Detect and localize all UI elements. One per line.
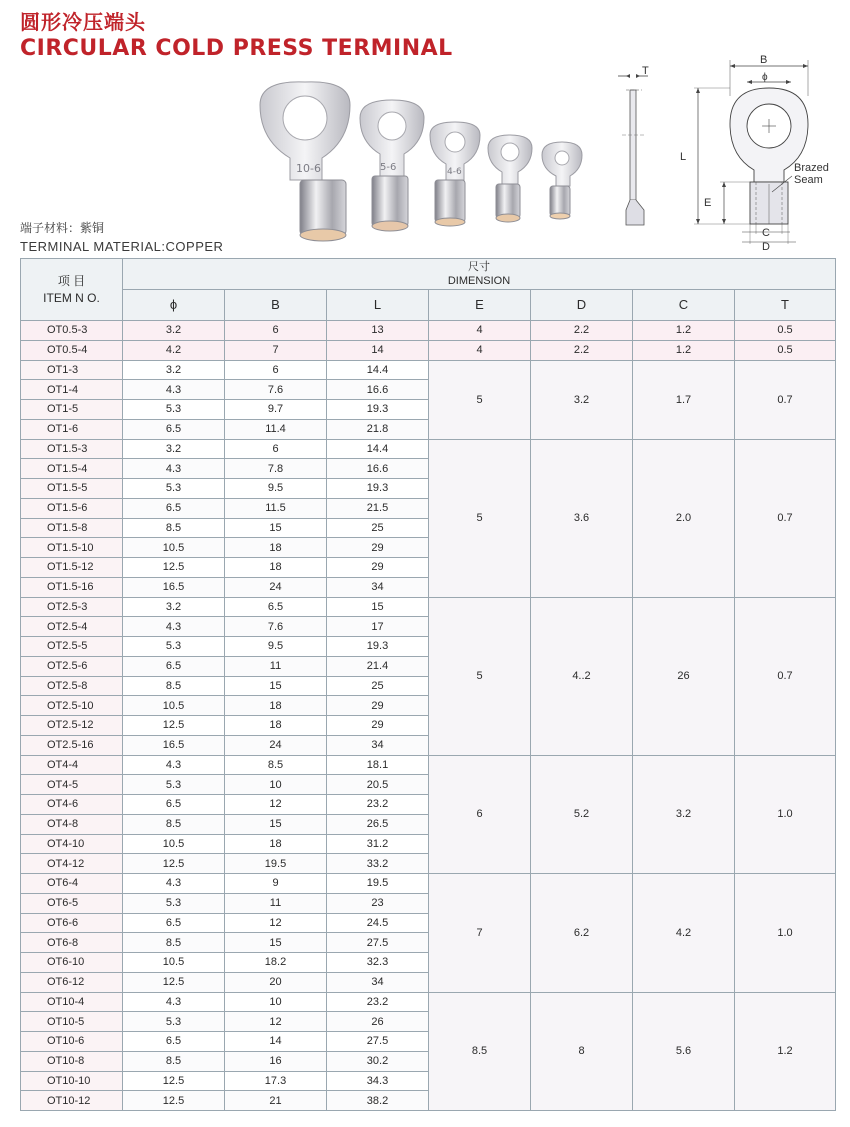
front-view-drawing bbox=[680, 52, 850, 253]
cell-model: OT2.5-16 bbox=[21, 735, 123, 755]
cell-E: 5 bbox=[429, 439, 531, 597]
cell-model: OT1.5-8 bbox=[21, 518, 123, 538]
cell-T: 1.0 bbox=[735, 755, 836, 874]
cell-model: OT2.5-3 bbox=[21, 597, 123, 617]
cell-model: OT2.5-6 bbox=[21, 656, 123, 676]
cell-L: 29 bbox=[327, 558, 429, 578]
cell-model: OT1-4 bbox=[21, 380, 123, 400]
cell-B: 24 bbox=[225, 577, 327, 597]
cell-model: OT10-5 bbox=[21, 1012, 123, 1032]
cell-L: 34 bbox=[327, 972, 429, 992]
cell-C: 1.7 bbox=[633, 360, 735, 439]
cell-B: 17.3 bbox=[225, 1071, 327, 1091]
cell-L: 13 bbox=[327, 321, 429, 341]
cell-L: 16.6 bbox=[327, 380, 429, 400]
cell-phi: 8.5 bbox=[123, 933, 225, 953]
table-row bbox=[21, 340, 836, 360]
cell-model: OT6-10 bbox=[21, 953, 123, 973]
table-row bbox=[21, 597, 836, 617]
cell-model: OT6-12 bbox=[21, 972, 123, 992]
item-no-header bbox=[21, 259, 123, 321]
cell-E: 6 bbox=[429, 755, 531, 874]
cell-phi: 16.5 bbox=[123, 735, 225, 755]
cell-C: 4.2 bbox=[633, 874, 735, 993]
item-no-header-cn: 项 目 bbox=[57, 273, 86, 288]
cell-B: 7.6 bbox=[225, 380, 327, 400]
cell-model: OT1.5-4 bbox=[21, 459, 123, 479]
cell-model: OT10-6 bbox=[21, 1032, 123, 1052]
col-header-C: C bbox=[633, 290, 735, 321]
cell-E: 4 bbox=[429, 321, 531, 341]
cell-model: OT1.5-12 bbox=[21, 558, 123, 578]
cell-model: OT4-5 bbox=[21, 775, 123, 795]
cell-L: 30.2 bbox=[327, 1051, 429, 1071]
spec-table-body bbox=[21, 321, 836, 1111]
cell-phi: 6.5 bbox=[123, 913, 225, 933]
cell-phi: 6.5 bbox=[123, 498, 225, 518]
cell-L: 34 bbox=[327, 577, 429, 597]
side-view-drawing bbox=[612, 60, 672, 250]
cell-B: 18 bbox=[225, 834, 327, 854]
cell-L: 29 bbox=[327, 716, 429, 736]
label-B: B bbox=[760, 54, 768, 66]
cell-model: OT4-4 bbox=[21, 755, 123, 775]
cell-phi: 8.5 bbox=[123, 1051, 225, 1071]
cell-phi: 10.5 bbox=[123, 696, 225, 716]
cell-B: 18.2 bbox=[225, 953, 327, 973]
cell-phi: 8.5 bbox=[123, 676, 225, 696]
cell-T: 1.2 bbox=[735, 992, 836, 1111]
cell-model: OT6-6 bbox=[21, 913, 123, 933]
terminal-5 bbox=[542, 142, 582, 219]
cell-L: 29 bbox=[327, 696, 429, 716]
cell-L: 19.3 bbox=[327, 637, 429, 657]
cell-B: 15 bbox=[225, 933, 327, 953]
cell-model: OT10-4 bbox=[21, 992, 123, 1012]
cell-L: 23 bbox=[327, 893, 429, 913]
cell-D: 3.6 bbox=[531, 439, 633, 597]
cell-L: 20.5 bbox=[327, 775, 429, 795]
photo-label-2: 5-6 bbox=[380, 162, 397, 173]
terminal-1 bbox=[260, 82, 350, 241]
cell-B: 18 bbox=[225, 716, 327, 736]
cell-B: 9.7 bbox=[225, 400, 327, 420]
cell-L: 25 bbox=[327, 518, 429, 538]
cell-model: OT0.5-4 bbox=[21, 340, 123, 360]
cell-phi: 3.2 bbox=[123, 360, 225, 380]
cell-D: 6.2 bbox=[531, 874, 633, 993]
cell-T: 0.5 bbox=[735, 340, 836, 360]
cell-phi: 8.5 bbox=[123, 518, 225, 538]
cell-C: 26 bbox=[633, 597, 735, 755]
cell-phi: 4.3 bbox=[123, 874, 225, 894]
cell-L: 15 bbox=[327, 597, 429, 617]
cell-phi: 12.5 bbox=[123, 558, 225, 578]
cell-B: 6 bbox=[225, 360, 327, 380]
cell-B: 7.6 bbox=[225, 617, 327, 637]
cell-model: OT4-10 bbox=[21, 834, 123, 854]
cell-model: OT2.5-12 bbox=[21, 716, 123, 736]
cell-B: 9.5 bbox=[225, 637, 327, 657]
cell-phi: 4.2 bbox=[123, 340, 225, 360]
cell-phi: 5.3 bbox=[123, 1012, 225, 1032]
label-T: T bbox=[642, 65, 649, 77]
cell-C: 3.2 bbox=[633, 755, 735, 874]
cell-model: OT10-10 bbox=[21, 1071, 123, 1091]
cell-model: OT4-12 bbox=[21, 854, 123, 874]
cell-D: 4..2 bbox=[531, 597, 633, 755]
col-header-E: E bbox=[429, 290, 531, 321]
cell-C: 1.2 bbox=[633, 340, 735, 360]
cell-C: 2.0 bbox=[633, 439, 735, 597]
item-no-header-en: ITEM N O. bbox=[43, 290, 100, 305]
cell-B: 16 bbox=[225, 1051, 327, 1071]
cell-D: 8 bbox=[531, 992, 633, 1111]
cell-phi: 5.3 bbox=[123, 893, 225, 913]
col-header-D: D bbox=[531, 290, 633, 321]
cell-B: 20 bbox=[225, 972, 327, 992]
cell-phi: 12.5 bbox=[123, 1071, 225, 1091]
cell-B: 11 bbox=[225, 893, 327, 913]
cell-L: 24.5 bbox=[327, 913, 429, 933]
cell-phi: 5.3 bbox=[123, 637, 225, 657]
cell-L: 27.5 bbox=[327, 933, 429, 953]
cell-phi: 3.2 bbox=[123, 321, 225, 341]
cell-T: 0.7 bbox=[735, 360, 836, 439]
cell-model: OT0.5-3 bbox=[21, 321, 123, 341]
cell-B: 10 bbox=[225, 992, 327, 1012]
cell-B: 11.5 bbox=[225, 498, 327, 518]
cell-model: OT1-5 bbox=[21, 400, 123, 420]
cell-model: OT10-12 bbox=[21, 1091, 123, 1111]
cell-phi: 12.5 bbox=[123, 972, 225, 992]
cell-phi: 4.3 bbox=[123, 459, 225, 479]
cell-E: 4 bbox=[429, 340, 531, 360]
cell-model: OT2.5-4 bbox=[21, 617, 123, 637]
cell-L: 27.5 bbox=[327, 1032, 429, 1052]
col-header-L: L bbox=[327, 290, 429, 321]
cell-B: 8.5 bbox=[225, 755, 327, 775]
cell-phi: 5.3 bbox=[123, 775, 225, 795]
cell-model: OT1.5-16 bbox=[21, 577, 123, 597]
cell-C: 1.2 bbox=[633, 321, 735, 341]
table-row bbox=[21, 439, 836, 459]
cell-C: 5.6 bbox=[633, 992, 735, 1111]
col-header-B: B bbox=[225, 290, 327, 321]
cell-B: 12 bbox=[225, 1012, 327, 1032]
material-cn: 端子材料：紫铜 bbox=[20, 221, 105, 235]
dimension-header bbox=[123, 259, 836, 290]
label-E: E bbox=[704, 197, 712, 209]
cell-B: 14 bbox=[225, 1032, 327, 1052]
cell-L: 23.2 bbox=[327, 992, 429, 1012]
cell-B: 24 bbox=[225, 735, 327, 755]
label-brazed-1: Brazed bbox=[794, 162, 829, 174]
cell-B: 6.5 bbox=[225, 597, 327, 617]
cell-phi: 10.5 bbox=[123, 538, 225, 558]
cell-B: 12 bbox=[225, 913, 327, 933]
cell-phi: 6.5 bbox=[123, 656, 225, 676]
cell-B: 19.5 bbox=[225, 854, 327, 874]
cell-model: OT2.5-8 bbox=[21, 676, 123, 696]
cell-phi: 5.3 bbox=[123, 479, 225, 499]
cell-L: 14.4 bbox=[327, 439, 429, 459]
cell-model: OT1-6 bbox=[21, 419, 123, 439]
cell-phi: 12.5 bbox=[123, 854, 225, 874]
cell-B: 10 bbox=[225, 775, 327, 795]
cell-phi: 4.3 bbox=[123, 992, 225, 1012]
cell-T: 0.7 bbox=[735, 439, 836, 597]
terminal-4 bbox=[488, 135, 532, 222]
cell-L: 29 bbox=[327, 538, 429, 558]
cell-B: 18 bbox=[225, 558, 327, 578]
cell-model: OT2.5-10 bbox=[21, 696, 123, 716]
cell-B: 9 bbox=[225, 874, 327, 894]
cell-T: 0.7 bbox=[735, 597, 836, 755]
cell-model: OT1-3 bbox=[21, 360, 123, 380]
cell-model: OT6-5 bbox=[21, 893, 123, 913]
label-phi: ϕ bbox=[762, 72, 768, 83]
cell-L: 26.5 bbox=[327, 814, 429, 834]
cell-E: 5 bbox=[429, 597, 531, 755]
cell-L: 21.8 bbox=[327, 419, 429, 439]
cell-B: 18 bbox=[225, 696, 327, 716]
col-header-T: T bbox=[735, 290, 836, 321]
cell-D: 2.2 bbox=[531, 340, 633, 360]
cell-model: OT1.5-3 bbox=[21, 439, 123, 459]
cell-phi: 3.2 bbox=[123, 439, 225, 459]
cell-B: 12 bbox=[225, 795, 327, 815]
cell-E: 8.5 bbox=[429, 992, 531, 1111]
cell-L: 38.2 bbox=[327, 1091, 429, 1111]
cell-D: 5.2 bbox=[531, 755, 633, 874]
cell-L: 18.1 bbox=[327, 755, 429, 775]
cell-phi: 12.5 bbox=[123, 716, 225, 736]
cell-L: 19.5 bbox=[327, 874, 429, 894]
cell-phi: 4.3 bbox=[123, 617, 225, 637]
cell-L: 16.6 bbox=[327, 459, 429, 479]
cell-T: 0.5 bbox=[735, 321, 836, 341]
cell-phi: 16.5 bbox=[123, 577, 225, 597]
cell-B: 7 bbox=[225, 340, 327, 360]
table-row bbox=[21, 874, 836, 894]
cell-phi: 10.5 bbox=[123, 953, 225, 973]
cell-B: 15 bbox=[225, 814, 327, 834]
cell-L: 19.3 bbox=[327, 479, 429, 499]
label-L: L bbox=[680, 151, 687, 163]
cell-B: 18 bbox=[225, 538, 327, 558]
cell-B: 21 bbox=[225, 1091, 327, 1111]
cell-phi: 12.5 bbox=[123, 1091, 225, 1111]
dimension-header-en: DIMENSION bbox=[447, 275, 511, 287]
cell-T: 1.0 bbox=[735, 874, 836, 993]
cell-model: OT10-8 bbox=[21, 1051, 123, 1071]
cell-B: 15 bbox=[225, 676, 327, 696]
table-row bbox=[21, 360, 836, 380]
cell-D: 2.2 bbox=[531, 321, 633, 341]
cell-model: OT1.5-5 bbox=[21, 479, 123, 499]
terminal-3 bbox=[430, 122, 480, 226]
cell-B: 6 bbox=[225, 321, 327, 341]
cell-model: OT1.5-10 bbox=[21, 538, 123, 558]
title-cn: 圆形冷压端头 bbox=[20, 10, 146, 34]
cell-L: 14.4 bbox=[327, 360, 429, 380]
cell-phi: 4.3 bbox=[123, 380, 225, 400]
cell-model: OT1.5-6 bbox=[21, 498, 123, 518]
cell-D: 3.2 bbox=[531, 360, 633, 439]
cell-B: 6 bbox=[225, 439, 327, 459]
cell-L: 23.2 bbox=[327, 795, 429, 815]
cell-model: OT6-4 bbox=[21, 874, 123, 894]
cell-phi: 4.3 bbox=[123, 755, 225, 775]
cell-L: 34.3 bbox=[327, 1071, 429, 1091]
cell-L: 26 bbox=[327, 1012, 429, 1032]
cell-model: OT4-6 bbox=[21, 795, 123, 815]
label-D: D bbox=[762, 241, 770, 253]
cell-model: OT6-8 bbox=[21, 933, 123, 953]
col-header-phi: ϕ bbox=[123, 290, 225, 321]
title-en: CIRCULAR COLD PRESS TERMINAL bbox=[20, 36, 453, 61]
cell-phi: 3.2 bbox=[123, 597, 225, 617]
cell-L: 14 bbox=[327, 340, 429, 360]
photo-label-3: 4-6 bbox=[447, 167, 462, 177]
cell-phi: 8.5 bbox=[123, 814, 225, 834]
cell-B: 15 bbox=[225, 518, 327, 538]
label-C: C bbox=[762, 227, 770, 239]
cell-L: 19.3 bbox=[327, 400, 429, 420]
cell-L: 17 bbox=[327, 617, 429, 637]
material-en: TERMINAL MATERIAL:COPPER bbox=[20, 239, 224, 254]
cell-B: 7.8 bbox=[225, 459, 327, 479]
photo-label-1: 10-6 bbox=[296, 162, 321, 175]
cell-E: 7 bbox=[429, 874, 531, 993]
cell-L: 34 bbox=[327, 735, 429, 755]
cell-L: 21.5 bbox=[327, 498, 429, 518]
cell-B: 11.4 bbox=[225, 419, 327, 439]
table-row bbox=[21, 755, 836, 775]
cell-L: 31.2 bbox=[327, 834, 429, 854]
dimension-header-cn: 尺寸 bbox=[468, 261, 490, 273]
table-row bbox=[21, 992, 836, 1012]
terminal-2 bbox=[360, 100, 424, 231]
cell-E: 5 bbox=[429, 360, 531, 439]
cell-phi: 5.3 bbox=[123, 400, 225, 420]
cell-L: 33.2 bbox=[327, 854, 429, 874]
spec-table bbox=[20, 258, 836, 1111]
cell-L: 21.4 bbox=[327, 656, 429, 676]
label-brazed-2: Seam bbox=[794, 174, 823, 186]
terminal-photo bbox=[250, 80, 590, 250]
cell-L: 32.3 bbox=[327, 953, 429, 973]
cell-B: 11 bbox=[225, 656, 327, 676]
cell-phi: 6.5 bbox=[123, 795, 225, 815]
cell-phi: 6.5 bbox=[123, 1032, 225, 1052]
table-row bbox=[21, 321, 836, 341]
cell-model: OT2.5-5 bbox=[21, 637, 123, 657]
cell-B: 9.5 bbox=[225, 479, 327, 499]
cell-phi: 6.5 bbox=[123, 419, 225, 439]
cell-phi: 10.5 bbox=[123, 834, 225, 854]
cell-model: OT4-8 bbox=[21, 814, 123, 834]
cell-L: 25 bbox=[327, 676, 429, 696]
